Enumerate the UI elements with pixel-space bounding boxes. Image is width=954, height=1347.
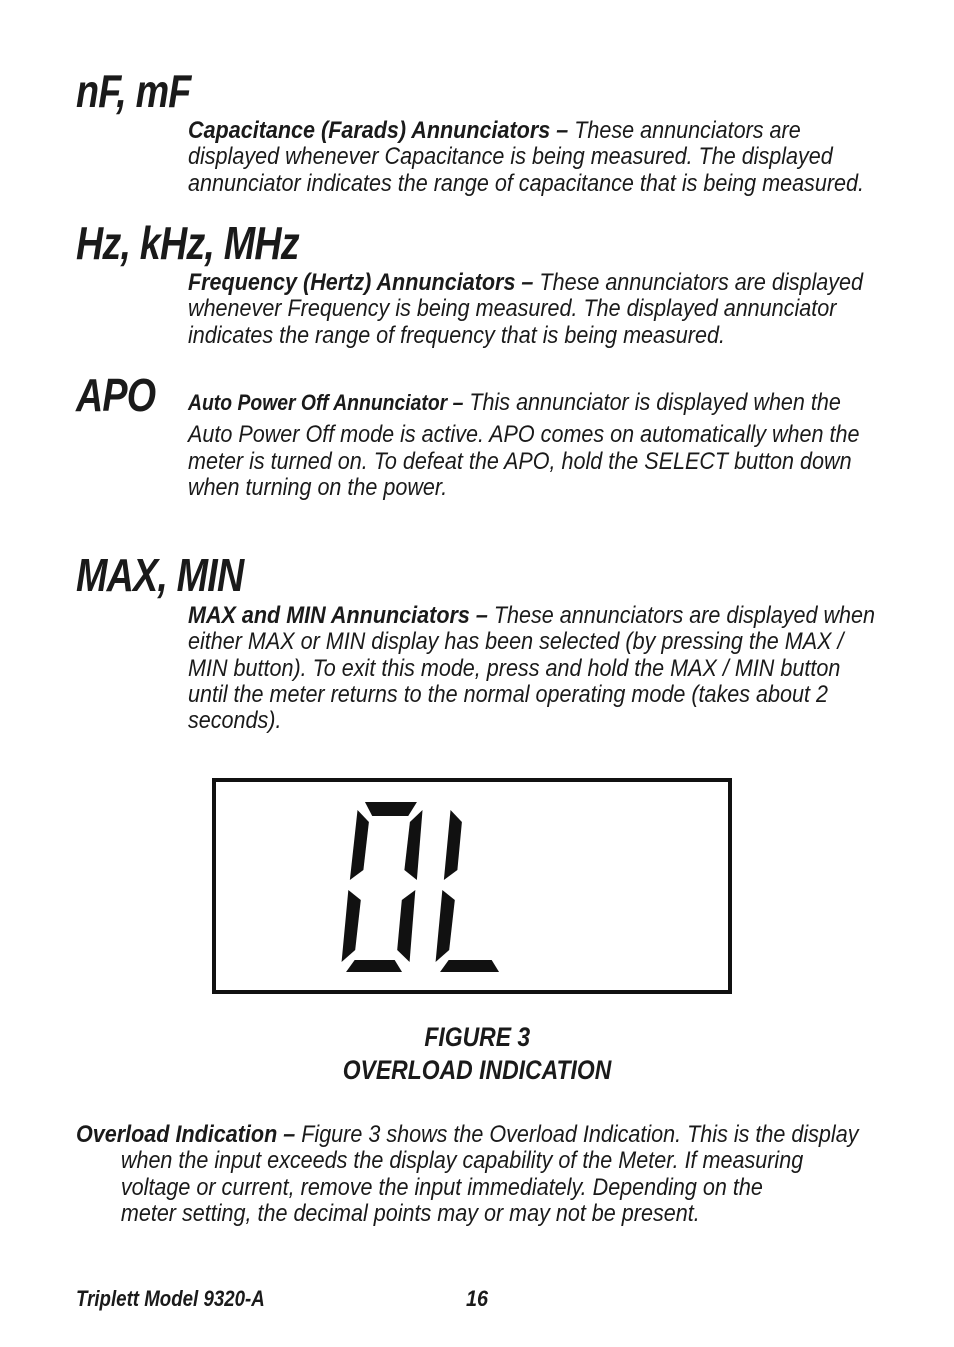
lcd-display-figure — [212, 778, 732, 994]
heading-apo: APO — [76, 369, 156, 421]
overload-description: Overload Indication – Figure 3 shows the Overload Indication. This is the display when the input exceeds the display capability of the Meter. If measuring voltage or current, remove the input immediately. Depending on the meter setting, the decimal points may or may not be present. — [76, 1121, 859, 1227]
page-number: 16 — [466, 1286, 489, 1311]
segment-l-bottom — [440, 960, 500, 972]
heading-capacitance: nF, mF — [76, 65, 191, 117]
segment-o-upper-right — [404, 810, 423, 880]
figure-caption-title: OVERLOAD INDICATION — [342, 1055, 612, 1085]
overload-lead: Overload Indication – — [76, 1121, 296, 1148]
max-min-description: MAX and MIN Annunciators – These annunciators are displayed when either MAX or MIN display has been selected (by pressing the MAX / MIN button). To exit this mode, press and hold the MAX / MIN button until the meter returns to the normal operating mode (takes about 2 seconds). — [188, 602, 876, 735]
segment-o-top — [364, 802, 417, 816]
segment-o-lower-right — [397, 890, 416, 962]
heading-max-min: MAX, MIN — [76, 549, 244, 601]
apo-description: Auto Power Off Annunciator – This annunciator is displayed when the Auto Power Off mode is active. APO comes on automatically when the meter is turned on. To defeat the APO, hold the SELECT button down when turning on the power. — [188, 389, 860, 501]
lcd-ol-readout — [216, 782, 728, 990]
segment-o-upper-left — [350, 810, 370, 880]
apo-lead: Auto Power Off Annunciator – — [188, 390, 464, 415]
footer-model: Triplett Model 9320-A — [76, 1286, 265, 1311]
segment-o-bottom — [346, 960, 403, 972]
frequency-description: Frequency (Hertz) Annunciators – These annunciators are displayed whenever Frequency is being measured. The displayed annunciator indicates the range of frequency that is being measured. — [188, 269, 864, 349]
max-min-lead: MAX and MIN Annunciators – — [188, 602, 488, 629]
segment-o-lower-left — [342, 890, 362, 962]
segment-l-lower-left — [436, 890, 456, 962]
segment-l-upper-left — [444, 810, 463, 880]
frequency-lead: Frequency (Hertz) Annunciators – — [188, 269, 534, 296]
capacitance-description: Capacitance (Farads) Annunciators – These annunciators are displayed whenever Capacitance is being measured. The displayed annunciator indicates the range of capacitance that is being measured. — [188, 117, 864, 197]
figure-caption-number: FIGURE 3 — [424, 1022, 530, 1052]
capacitance-lead: Capacitance (Farads) Annunciators – — [188, 117, 569, 144]
heading-frequency: Hz, kHz, MHz — [76, 217, 299, 269]
